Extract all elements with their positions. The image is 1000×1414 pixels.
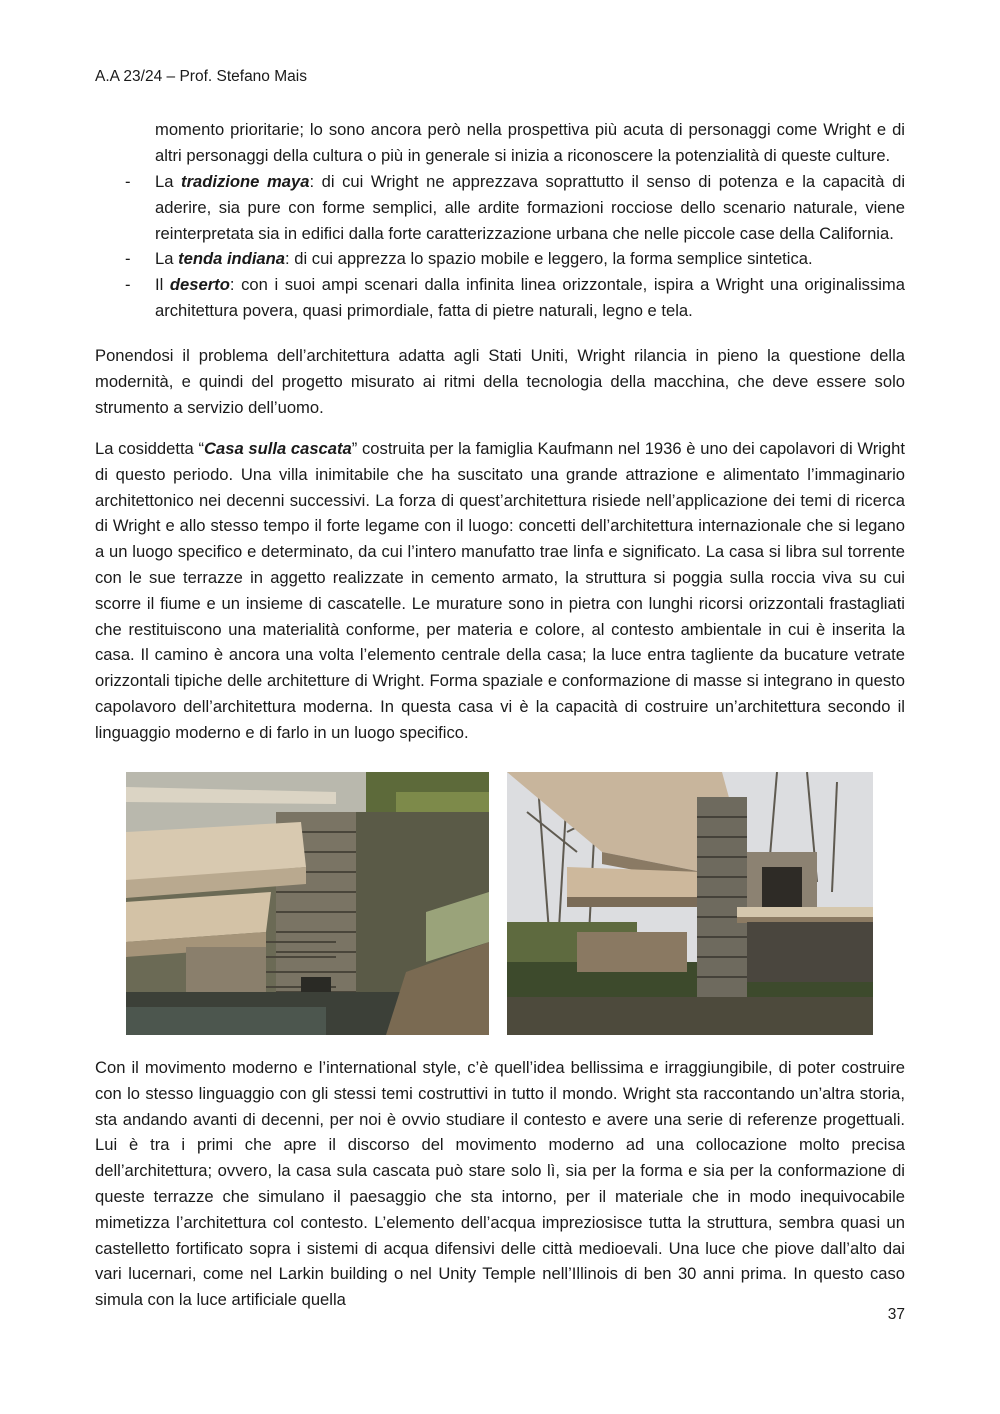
bullet-prefix: La <box>155 249 179 269</box>
paragraph-prefix: La cosiddetta “ <box>95 439 205 458</box>
paragraph-body: ” costruita per la famiglia Kaufmann nel 1936 è uno dei capolavori di Wright di questo periodo. Una villa inimitabile che ha suscitato una grande attrazione e alimentato l’immaginario architettonico nei decenni successivi. La forza di quest’architettura risiede nell’applicazione dei temi di ricerca di Wright e allo stesso tempo il forte legame con il luogo: concetti dell’architettura internazionale che si legano a un luogo specifico e determinato, da cui l’intero manufatto trae linfa e significato. La casa si libra sul torrente con le sue terrazze in aggetto realizzate in cemento armato, la struttura si poggia sulla roccia viva su cui scorre il fiume e un insieme di cascatelle. Le murature sono in pietra con lunghi ricorsi orizzontali frastagliati che restituiscono una materialità conforme, per materia e colore, al contesto ambientale in cui è inserita la casa. Il camino è ancora una volta l’elemento centrale della casa; la luce entra tagliente da bucature vetrate orizzontali tipiche delle architetture di Wright. Forma spaziale e conformazione di masse si integrano in questo capolavoro dell’architettura moderna. In questa casa vi è la capacità di costruire un’architettura secondo il linguaggio moderno e di farlo in un luogo specifico. <box>95 439 905 742</box>
paragraph-fallingwater <box>95 436 905 746</box>
bullet-text: : di cui Wright ne apprezzava soprattutto il senso di potenza e la capacità di aderire, sia pure con forme semplici, alle ardite formazioni rocciose dello scenario naturale, viene reinterpretata sia in edifici dalla forte caratterizzazione urbana che nelle piccole case della California. <box>155 172 906 243</box>
bullet-prefix: Il <box>155 275 170 295</box>
bullet-item <box>121 246 905 272</box>
fallingwater-photo-left <box>126 772 489 1035</box>
bullet-list <box>121 169 905 324</box>
bullet-dash: - <box>125 172 131 191</box>
bullet-item <box>121 272 905 324</box>
bullet-text: : di cui apprezza lo spazio mobile e leggero, la forma semplice sintetica. <box>285 249 813 269</box>
paragraph-international-style: Con il movimento moderno e l’international style, c’è quell’idea bellissima e irraggiungibile, di poter costruire con lo stesso linguaggio con gli stessi temi costruttivi in tutto il mondo. Wright sta raccontando un’altra storia, sta andando avanti di decenni, per noi è ovvio studiare il contesto e avere una serie di referenze progettuali. Lui è tra i primi che apre il discorso del movimento moderno ad una collocazione molto precisa dell’architettura; ovvero, la casa sula cascata può stare solo lì, sia per la forma e sia per la conformazione di queste terrazze che simulano il paesaggio che sta intorno, per il materiale che in modo inequivocabile mimetizza l’architettura col contesto. L’elemento dell’acqua impreziosisce tutta la struttura, sembra quasi un castelletto fortificato sopra i sistemi di acqua difensivi delle città medioevali. Una luce che piove dall’alto dai vari lucernari, come nel Larkin building o nel Unity Temple nell’Illinois di ben 30 anni prima. In questo caso simula con la luce artificiale quella <box>95 1058 905 1310</box>
bullet-term: tradizione maya <box>181 172 310 191</box>
bullet-dash: - <box>125 249 131 269</box>
paragraph-term: Casa sulla cascata <box>204 439 352 458</box>
page-header: A.A 23/24 – Prof. Stefano Mais <box>95 68 307 85</box>
continuation-text: momento prioritarie; lo sono ancora però nella prospettiva più acuta di personaggi come Wright e di altri personaggi della cultura o più in generale si inizia a riconoscere la potenzialità di queste culture. <box>155 120 905 165</box>
bullet-term: tenda indiana <box>178 249 286 269</box>
fallingwater-photo-right <box>507 772 873 1035</box>
page-number: 37 <box>887 1306 905 1323</box>
paragraph-modernity: Ponendosi il problema dell’architettura adatta agli Stati Uniti, Wright rilancia in pieno la questione della modernità, e quindi del progetto misurato ai ritmi della tecnologia della macchina, che deve essere solo strumento a servizio dell’uomo. <box>95 346 905 417</box>
bullet-item <box>121 169 905 246</box>
bullet-term: deserto <box>169 275 230 295</box>
bullet-dash: - <box>125 275 131 295</box>
bullet-prefix: La <box>155 172 182 191</box>
bullet-text: : con i suoi ampi scenari dalla infinita linea orizzontale, ispira a Wright una originalissima architettura povera, quasi primordiale, fatta di pietre naturali, legno e tela. <box>155 275 905 320</box>
